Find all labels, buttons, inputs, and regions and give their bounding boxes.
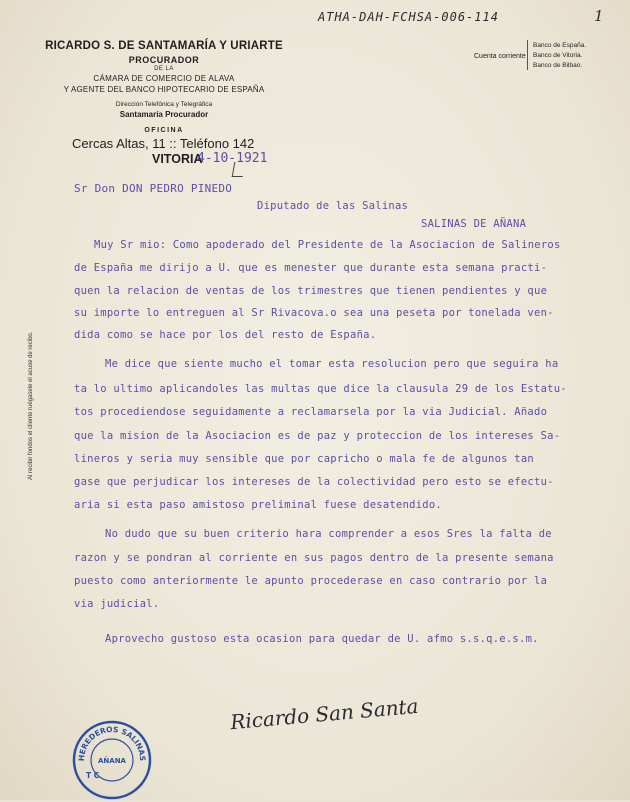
signature: Ricardo San Santa xyxy=(229,693,420,735)
letterhead-name: RICARDO S. DE SANTAMARÍA Y URIARTE xyxy=(45,40,283,52)
letterhead-camara: CÁMARA DE COMERCIO DE ALAVA xyxy=(93,74,235,83)
heirs-stamp xyxy=(70,718,154,802)
body-line: Me dice que siente mucho el tomar esta resolucion pero que seguira ha xyxy=(105,358,559,370)
bank-divider xyxy=(527,40,528,70)
stamp-outer-text: HEREDEROS SALINAS xyxy=(76,724,148,762)
body-line: razon y se pondran al corriente en sus pagos dentro de la presente semana xyxy=(74,552,554,564)
body-line: puesto como anteriormente le apunto procederase en caso contrario por la xyxy=(74,575,548,587)
bank-item: Banco de Vitoria. xyxy=(533,52,583,59)
archive-reference: ATHA-DAH-FCHSA-006-114 xyxy=(318,10,499,24)
body-line: via judicial. xyxy=(74,598,160,610)
body-line: de España me dirijo a U. que es menester que durante esta semana practi- xyxy=(74,262,548,274)
body-line: gase que perjudicar los intereses de la colectividad pero esto se efectu- xyxy=(74,476,554,488)
side-note: Al recibir fondos el cliente ruégasele el acuse de recibo. xyxy=(28,331,34,480)
body-line: No dudo que su buen criterio hara comprender a esos Sres la falta de xyxy=(105,528,552,540)
letter-date: 4-10-1921 xyxy=(197,151,268,166)
bank-item: Banco de España. xyxy=(533,42,587,49)
letterhead-oficina: OFICINA xyxy=(144,127,184,134)
letterhead-city: VITORIA xyxy=(152,152,203,166)
addressee: Sr Don DON PEDRO PINEDO xyxy=(74,182,233,195)
body-line: dida como se hace por los del resto de España. xyxy=(74,329,377,341)
body-line: aria si esta paso amistoso preliminal fuese desatendido. xyxy=(74,499,443,511)
body-line: su importe lo entreguen al Sr Rivacova.o sea una peseta por tonelada ven- xyxy=(74,307,554,319)
body-line: que la mision de la Asociacion es de paz y proteccion de los intereses Sa- xyxy=(74,430,561,442)
body-line: tos procediendose seguidamente a reclamarsela por la via Judicial. Añado xyxy=(74,406,548,418)
stamp-center-text: AÑANA xyxy=(98,757,126,765)
letterhead-direccion: Dirección Telefónica y Telegráfica xyxy=(115,101,213,108)
closing-line: Aprovecho gustoso esta ocasion para quedar de U. afmo s.s.q.e.s.m. xyxy=(105,633,539,645)
stamp-initials: T C xyxy=(86,771,100,780)
bank-list xyxy=(533,41,586,71)
letterhead-de-la: DE LA xyxy=(154,66,174,72)
letterhead-telegrafica: Santamaría Procurador xyxy=(119,110,209,119)
cuenta-corriente-label: Cuenta corriente xyxy=(474,53,526,60)
body-line: lineros y seria muy sensible que por capricho o mala fe de algunos tan xyxy=(74,453,535,465)
letterhead-role: PROCURADOR xyxy=(128,55,200,65)
body-line: ta lo ultimo aplicandoles las multas que dice la clausula 29 de los Estatu- xyxy=(74,383,567,395)
letterhead-agente: Y AGENTE DEL BANCO HIPOTECARIO DE ESPAÑA xyxy=(63,85,265,94)
addressee-place: SALINAS DE AÑANA xyxy=(421,218,527,230)
check-mark-icon xyxy=(232,162,246,177)
body-line: quen la relacion de ventas de los trimestres que tienen pendientes y que xyxy=(74,285,548,297)
body-line: Muy Sr mio: Como apoderado del Presidente de la Asociacion de Salineros xyxy=(94,239,561,251)
bank-item: Banco de Bilbao. xyxy=(533,62,583,69)
letterhead-address: Cercas Altas, 11 :: Teléfono 142 xyxy=(72,136,255,151)
addressee-title: Diputado de las Salinas xyxy=(257,200,409,212)
page-number: 1 xyxy=(594,7,604,25)
